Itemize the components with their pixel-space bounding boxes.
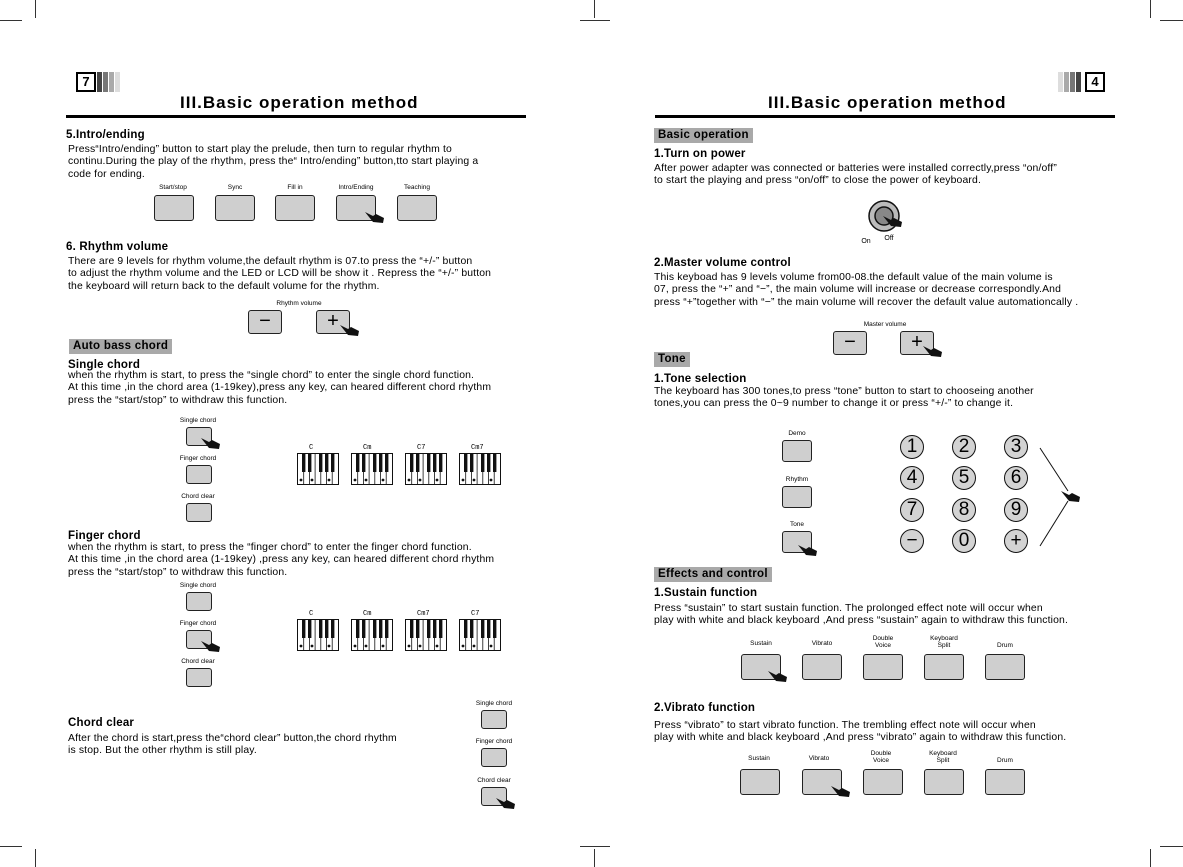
subsection-heading: Finger chord bbox=[68, 530, 141, 542]
section-band: Basic operation bbox=[654, 128, 753, 143]
number-key-7[interactable]: 7 bbox=[900, 498, 924, 522]
section-body: There are 9 levels for rhythm volume,the default rhythm is 07.to press the “+/-” button to adjust the rhythm volume and the LED or LCD will be show it . Repress the “+/-” button the keyboard will return back to the default volume for the rhythm. bbox=[68, 256, 492, 292]
number-key-9[interactable]: 9 bbox=[1004, 498, 1028, 522]
fill-in-label: Fill in bbox=[287, 184, 303, 191]
hand-pointer-icon bbox=[1060, 489, 1082, 503]
intro-ending-label: Intro/Ending bbox=[338, 184, 374, 191]
subsection-heading: 1.Sustain function bbox=[654, 587, 758, 599]
chord-keyboard-diagram bbox=[459, 619, 501, 651]
rhythm-volume-plus-button[interactable]: + bbox=[316, 310, 350, 334]
section-band: Auto bass chord bbox=[69, 339, 172, 354]
subsection-body: After power adapter was connected or batteries were installed correctly,press “on/off” to start the playing and press “on/off” to close the power of keyboard. bbox=[654, 163, 1057, 187]
section-band: Tone bbox=[654, 352, 690, 367]
page-number: 4 bbox=[1085, 72, 1105, 92]
chord-keyboard-diagram bbox=[405, 619, 447, 651]
demo-button[interactable] bbox=[782, 440, 812, 462]
hand-pointer-icon bbox=[767, 669, 789, 683]
subsection-heading: Single chord bbox=[68, 359, 141, 371]
hand-pointer-icon bbox=[339, 323, 361, 337]
finger-chord-button[interactable] bbox=[186, 465, 212, 484]
subsection-heading: 2.Master volume control bbox=[654, 257, 791, 269]
header-rule bbox=[66, 115, 526, 118]
off-label: Off bbox=[884, 235, 894, 242]
chord-keyboard-diagram bbox=[351, 619, 393, 651]
subsection-body: when the rhythm is start, to press the “single chord” to enter the single chord function. At this time ,in the chord area (1-19key),press any key, can heared different chord rhythm press the “start/stop” to withdraw this function. bbox=[68, 370, 492, 406]
chord-label: C7 bbox=[417, 444, 426, 452]
chord-keyboard-diagram bbox=[405, 453, 447, 485]
teaching-label: Teaching bbox=[403, 184, 431, 191]
single-chord-label: Single chord bbox=[179, 582, 217, 589]
double-voice-button[interactable] bbox=[863, 769, 903, 795]
page-number: 7 bbox=[76, 72, 96, 92]
tone-label: Tone bbox=[789, 521, 805, 528]
rhythm-volume-label: Rhythm volume bbox=[276, 300, 322, 307]
sync-label: Sync bbox=[227, 184, 243, 191]
subsection-body: This keyboad has 9 levels volume from00-08.the default value of the main volume is 07, press the “+” and “−”, the main volume will increase or decrease correspondly.And press “+”together with “−” the main volume will recover the default value automationcally . bbox=[654, 272, 1079, 308]
double-voice-label: Double Voice bbox=[870, 750, 892, 764]
keyboard-split-label: Keyboard Split bbox=[929, 750, 957, 764]
page-title: III.Basic operation method bbox=[768, 93, 1007, 112]
hand-pointer-icon bbox=[495, 796, 517, 810]
demo-label: Demo bbox=[788, 430, 806, 437]
double-voice-label: Double Voice bbox=[872, 635, 894, 649]
vibrato-label: Vibrato bbox=[808, 755, 830, 762]
master-volume-plus-button[interactable]: + bbox=[900, 331, 934, 355]
chord-label: Cm bbox=[363, 610, 372, 618]
subsection-body: Press “vibrato” to start vibrato function. The trembling effect note will occur when play with white and black keyboard ,And press “vibrato” again to withdraw this function. bbox=[654, 720, 1067, 744]
chord-label: C bbox=[309, 444, 314, 452]
chord-label: Cm7 bbox=[471, 444, 484, 452]
chord-clear-label: Chord clear bbox=[181, 493, 215, 500]
finger-chord-label: Finger chord bbox=[475, 738, 513, 745]
start-stop-label: Start/stop bbox=[159, 184, 187, 191]
subsection-body: The keyboard has 300 tones,to press “tone” button to start to chooseing another tones,you can press the 0~9 number to change it or press “+/-” to change it. bbox=[654, 386, 1034, 410]
number-key-6[interactable]: 6 bbox=[1004, 466, 1028, 490]
chord-clear-label: Chord clear bbox=[477, 777, 511, 784]
vibrato-label: Vibrato bbox=[811, 640, 833, 647]
chord-keyboard-diagram bbox=[297, 619, 339, 651]
minus-key[interactable]: − bbox=[900, 529, 924, 553]
fill-in-button[interactable] bbox=[275, 195, 315, 221]
hand-pointer-icon bbox=[830, 784, 852, 798]
subsection-body: when the rhythm is start, to press the “finger chord” to enter the finger chord function. At this time ,in the chord area (1-19key) ,press any key, can heared different chord rhythm press the “start/stop” to withdraw this function. bbox=[68, 542, 495, 578]
subsection-heading: 1.Turn on power bbox=[654, 148, 746, 160]
rhythm-button[interactable] bbox=[782, 486, 812, 508]
number-key-2[interactable]: 2 bbox=[952, 435, 976, 459]
section-band: Effects and control bbox=[654, 567, 772, 582]
teaching-button[interactable] bbox=[397, 195, 437, 221]
subsection-body: Press “sustain” to start sustain function. The prolonged effect note will occur when play with white and black keyboard ,And press “sustain” again to withdraw this function. bbox=[654, 603, 1069, 627]
on-label: On bbox=[861, 238, 871, 245]
chord-label: C bbox=[309, 610, 314, 618]
single-chord-label: Single chord bbox=[475, 700, 513, 707]
section-heading: 6. Rhythm volume bbox=[66, 241, 169, 253]
single-chord-button[interactable] bbox=[481, 710, 507, 729]
chord-clear-label: Chord clear bbox=[181, 658, 215, 665]
chord-label: C7 bbox=[471, 610, 480, 618]
section-body: Press“Intro/ending” button to start play the prelude, then turn to regular rhythm to continu.During the play of the rhythm, press the“ Intro/ending” button,tto start playing a code for ending. bbox=[68, 144, 479, 180]
chord-clear-button[interactable] bbox=[186, 503, 212, 522]
finger-chord-button[interactable] bbox=[481, 748, 507, 767]
finger-chord-label: Finger chord bbox=[179, 455, 217, 462]
number-key-1[interactable]: 1 bbox=[900, 435, 924, 459]
start-stop-button[interactable] bbox=[154, 195, 194, 221]
drum-button[interactable] bbox=[985, 769, 1025, 795]
drum-label: Drum bbox=[997, 642, 1013, 649]
hand-pointer-icon bbox=[364, 210, 386, 224]
number-key-5[interactable]: 5 bbox=[952, 466, 976, 490]
subsection-heading: Chord clear bbox=[68, 717, 135, 729]
hand-pointer-icon bbox=[922, 344, 944, 358]
page-title: III.Basic operation method bbox=[180, 93, 419, 112]
sync-button[interactable] bbox=[215, 195, 255, 221]
single-chord-label: Single chord bbox=[179, 417, 217, 424]
vibrato-button[interactable] bbox=[802, 654, 842, 680]
chord-label: Cm bbox=[363, 444, 372, 452]
sustain-label: Sustain bbox=[750, 640, 772, 647]
chord-keyboard-diagram bbox=[297, 453, 339, 485]
number-key-4[interactable]: 4 bbox=[900, 466, 924, 490]
number-key-8[interactable]: 8 bbox=[952, 498, 976, 522]
subsection-body: After the chord is start,press the“chord clear” button,the chord rhythm is stop. But the other rhythm is still play. bbox=[68, 733, 397, 757]
sustain-button[interactable] bbox=[740, 769, 780, 795]
plus-key[interactable]: + bbox=[1004, 529, 1028, 553]
keyboard-split-button[interactable] bbox=[924, 769, 964, 795]
chord-clear-button[interactable] bbox=[186, 668, 212, 687]
rhythm-label: Rhythm bbox=[785, 476, 809, 483]
subsection-heading: 1.Tone selection bbox=[654, 373, 747, 385]
section-heading: 5.Intro/ending bbox=[66, 129, 145, 141]
chord-label: Cm7 bbox=[417, 610, 430, 618]
header-rule bbox=[655, 115, 1115, 118]
hand-pointer-icon bbox=[882, 214, 904, 228]
hand-pointer-icon bbox=[797, 543, 819, 557]
hand-pointer-icon bbox=[200, 436, 222, 450]
chord-keyboard-diagram bbox=[351, 453, 393, 485]
number-key-0[interactable]: 0 bbox=[952, 529, 976, 553]
finger-chord-label: Finger chord bbox=[179, 620, 217, 627]
keyboard-split-button[interactable] bbox=[924, 654, 964, 680]
subsection-heading: 2.Vibrato function bbox=[654, 702, 756, 714]
master-volume-label: Master volume bbox=[863, 321, 907, 328]
sustain-label: Sustain bbox=[748, 755, 770, 762]
chord-keyboard-diagram bbox=[459, 453, 501, 485]
drum-label: Drum bbox=[997, 757, 1013, 764]
single-chord-button[interactable] bbox=[186, 592, 212, 611]
rhythm-volume-minus-button[interactable]: − bbox=[248, 310, 282, 334]
keyboard-split-label: Keyboard Split bbox=[930, 635, 958, 649]
double-voice-button[interactable] bbox=[863, 654, 903, 680]
drum-button[interactable] bbox=[985, 654, 1025, 680]
master-volume-minus-button[interactable]: − bbox=[833, 331, 867, 355]
hand-pointer-icon bbox=[200, 639, 222, 653]
number-key-3[interactable]: 3 bbox=[1004, 435, 1028, 459]
